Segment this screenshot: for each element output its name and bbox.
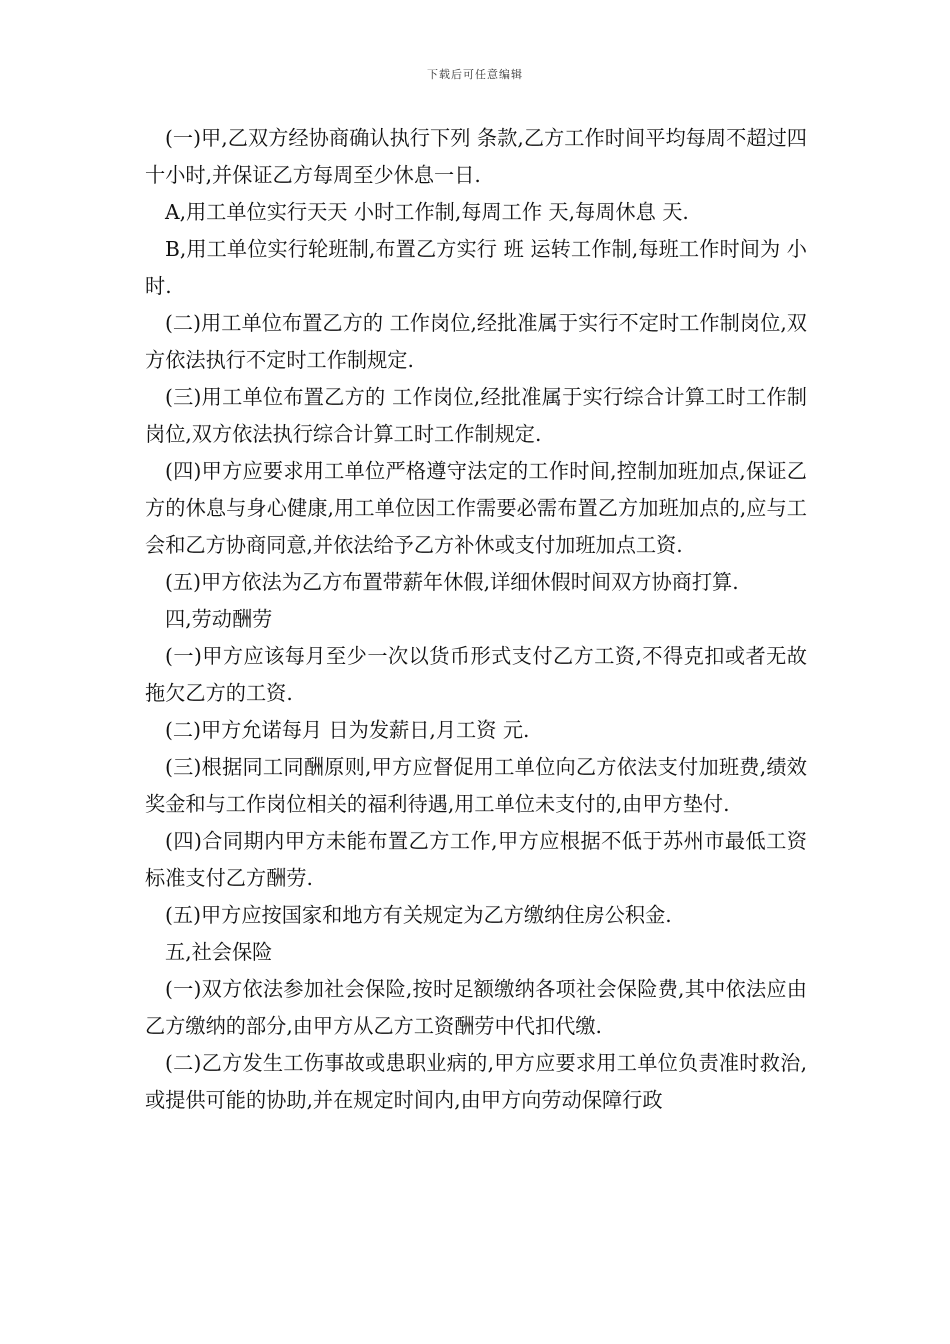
paragraph-work-hours: (一)甲,乙双方经协商确认执行下列 条款,乙方工作时间平均每周不超过四十小时,并保证乙方每周至少休息一日. bbox=[145, 126, 807, 187]
paragraph-equal-pay: (三)根据同工同酬原则,甲方应督促用工单位向乙方依法支付加班费,绩效奖金和与工作岗位相关的福利待遇,用工单位未支付的,由甲方垫付. bbox=[145, 755, 807, 816]
paragraph-option-a: A,用工单位实行天天 小时工作制,每周工作 天,每周休息 天. bbox=[165, 200, 689, 224]
paragraph-work-injury: (二)乙方发生工伤事故或患职业病的,甲方应要求用工单位负责准时救治,或提供可能的协助,并在规定时间内,由甲方向劳动保障行政 bbox=[145, 1051, 807, 1112]
paragraph-irregular-hours: (二)用工单位布置乙方的 工作岗位,经批准属于实行不定时工作制岗位,双方依法执行不定时工作制规定. bbox=[145, 311, 807, 372]
paragraph-comprehensive-hours: (三)用工单位布置乙方的 工作岗位,经批准属于实行综合计算工时工作制岗位,双方依法执行综合计算工时工作制规定. bbox=[145, 385, 807, 446]
paragraph-housing-fund: (五)甲方应按国家和地方有关规定为乙方缴纳住房公积金. bbox=[165, 903, 672, 927]
paragraph-overtime: (四)甲方应要求用工单位严格遵守法定的工作时间,控制加班加点,保证乙方的休息与身心健康,用工单位因工作需要必需布置乙方加班加点的,应与工会和乙方协商同意,并依法给予乙方补休或支付加班加点工资. bbox=[145, 459, 807, 557]
paragraph-wage-payment: (一)甲方应该每月至少一次以货币形式支付乙方工资,不得克扣或者无故拖欠乙方的工资. bbox=[145, 644, 807, 705]
section-heading-remuneration: 四,劳动酬劳 bbox=[165, 607, 273, 631]
paragraph-insurance-contribution: (一)双方依法参加社会保险,按时足额缴纳各项社会保险费,其中依法应由乙方缴纳的部分,由甲方从乙方工资酬劳中代扣代缴. bbox=[145, 977, 807, 1038]
paragraph-minimum-wage: (四)合同期内甲方未能布置乙方工作,甲方应根据不低于苏州市最低工资标准支付乙方酬劳. bbox=[145, 829, 807, 890]
paragraph-annual-leave: (五)甲方依法为乙方布置带薪年休假,详细休假时间双方协商打算. bbox=[165, 570, 739, 594]
document-body bbox=[145, 120, 807, 1119]
paragraph-option-b: B,用工单位实行轮班制,布置乙方实行 班 运转工作制,每班工作时间为 小时. bbox=[145, 237, 807, 298]
page-header: 下载后可任意编辑 bbox=[427, 68, 523, 81]
section-heading-social-insurance: 五,社会保险 bbox=[165, 940, 273, 964]
paragraph-payday: (二)甲方允诺每月 日为发薪日,月工资 元. bbox=[165, 718, 530, 742]
